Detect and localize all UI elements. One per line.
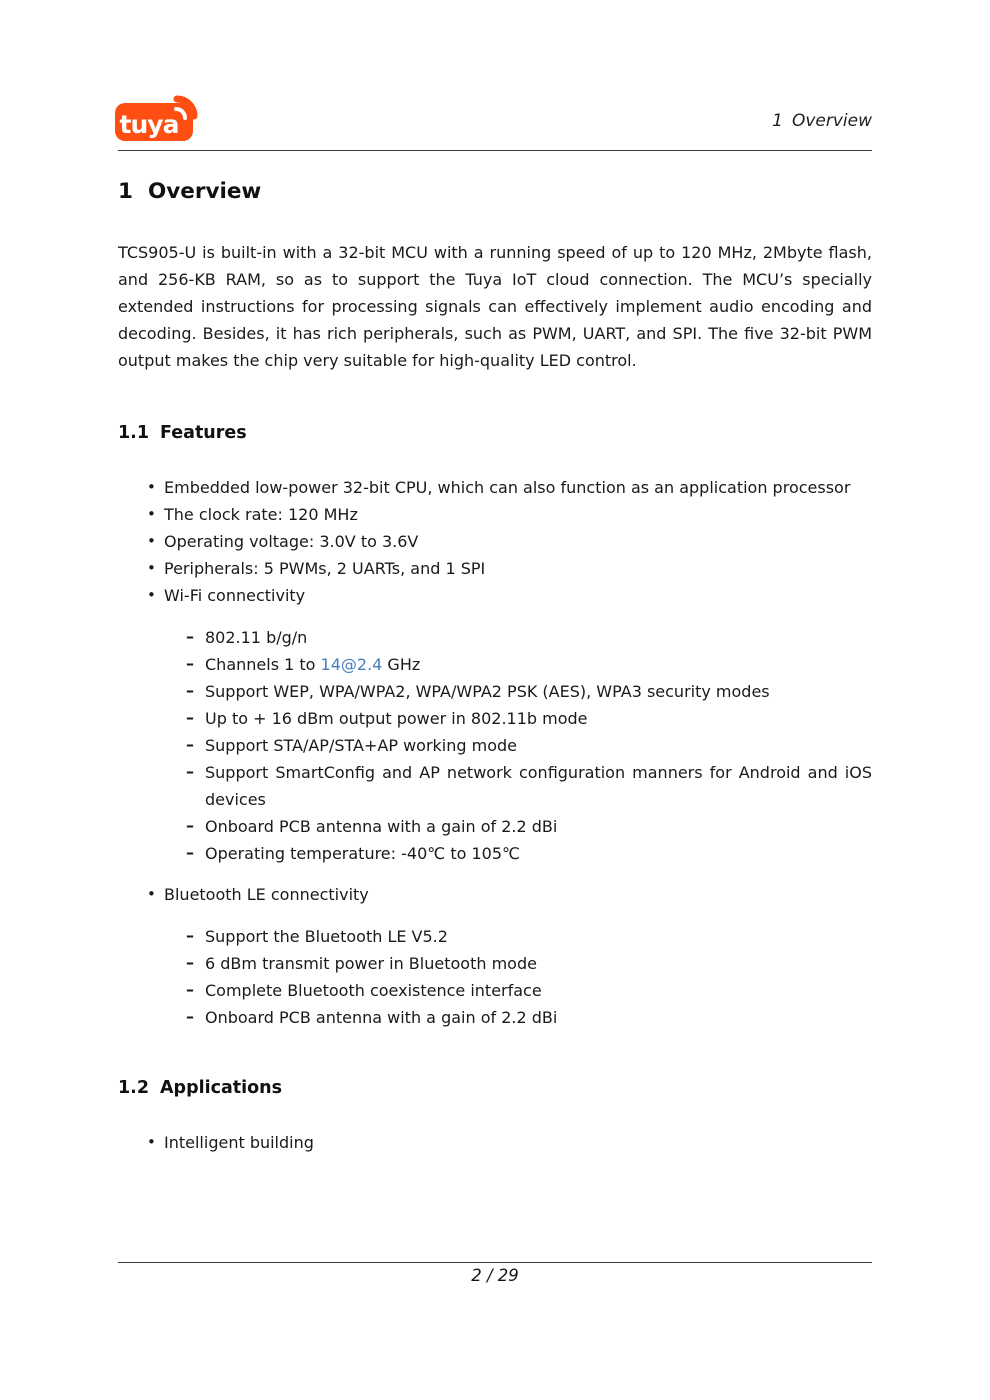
list-item-text: Wi-Fi connectivity [164,586,306,605]
dash-marker: – [186,627,194,646]
document-content [118,151,872,1156]
applications-list [118,1129,872,1156]
section-title: Overview [147,179,262,204]
list-item [118,1129,872,1156]
subsection-number: 1.2 [118,1078,150,1098]
list-item [164,624,872,651]
list-item [164,759,872,813]
list-item-text: Onboard PCB antenna with a gain of 2.2 dBi [205,1008,558,1027]
section-heading-overview [118,178,872,205]
list-item-text: Support WEP, WPA/WPA2, WPA/WPA2 PSK (AES), WPA3 security modes [205,682,770,701]
dash-marker: – [186,1007,194,1026]
list-item [164,705,872,732]
dash-marker: – [186,816,194,835]
tuya-logo [113,93,205,145]
list-item [118,528,872,555]
bullet-marker: • [147,532,156,550]
dash-marker: – [186,762,194,781]
list-item [164,732,872,759]
list-item-text: 6 dBm transmit power in Bluetooth mode [205,954,537,973]
features-list [118,474,872,1031]
list-item-text: Support STA/AP/STA+AP working mode [205,736,517,755]
list-item [118,555,872,582]
running-header-title: Overview [791,111,872,131]
subsection-heading-applications [118,1077,872,1099]
bullet-marker: • [147,478,156,496]
list-item [118,582,872,867]
list-item-text: Embedded low-power 32-bit CPU, which can also function as an application processor [164,478,851,497]
subsection-title: Applications [160,1078,283,1098]
wifi-sublist [164,624,872,867]
list-item [164,1004,872,1031]
list-item-text: Support SmartConfig and AP network configuration manners for Android and iOS devices [205,763,872,809]
bluetooth-sublist [164,923,872,1031]
dash-marker: – [186,681,194,700]
list-item-text: Operating temperature: -40℃ to 105℃ [205,844,520,863]
bullet-marker: • [147,505,156,523]
dash-marker: – [186,708,194,727]
list-item-text: GHz [382,655,421,674]
running-header-number: 1 [772,111,783,131]
list-item [164,651,872,678]
dash-marker: – [186,980,194,999]
list-item-text: Onboard PCB antenna with a gain of 2.2 dBi [205,817,558,836]
list-item-text: 802.11 b/g/n [205,628,308,647]
bullet-marker: • [147,586,156,604]
subsection-number: 1.1 [118,423,150,443]
subsection-heading-features [118,422,872,444]
footer-divider [118,1262,872,1263]
channels-link[interactable]: 14@2.4 [320,655,383,674]
list-item [118,474,872,501]
list-item-text: Up to + 16 dBm output power in 802.11b mode [205,709,588,728]
dash-marker: – [186,654,194,673]
list-item-text: Complete Bluetooth coexistence interface [205,981,542,1000]
list-item-text: Bluetooth LE connectivity [164,885,369,904]
running-header [772,111,872,131]
list-item [164,813,872,840]
list-item-text: Peripherals: 5 PWMs, 2 UARTs, and 1 SPI [164,559,486,578]
page-number: 2 / 29 [471,1266,519,1285]
list-item-text: The clock rate: 120 MHz [164,505,358,524]
list-item [164,923,872,950]
dash-marker: – [186,953,194,972]
list-item [118,501,872,528]
dash-marker: – [186,735,194,754]
list-item [164,950,872,977]
list-item-text: Support the Bluetooth LE V5.2 [205,927,448,946]
bullet-marker: • [147,559,156,577]
bullet-marker: • [147,1133,156,1151]
bullet-marker: • [147,885,156,903]
dash-marker: – [186,926,194,945]
logo-wordmark: tuya [119,110,179,139]
list-item [164,678,872,705]
list-item-text: Intelligent building [164,1133,314,1152]
list-item [164,840,872,867]
list-item-text: Channels 1 to [205,655,321,674]
section-number: 1 [118,179,133,204]
subsection-title: Features [160,423,247,443]
list-item [118,881,872,1031]
list-item [164,977,872,1004]
list-item-text: Operating voltage: 3.0V to 3.6V [164,532,419,551]
dash-marker: – [186,843,194,862]
intro-paragraph: TCS905-U is built-in with a 32-bit MCU with a running speed of up to 120 MHz, 2Mbyte flash, and 256-KB RAM, so as to support the Tuya IoT cloud connection. The MCU’s specially extended instructions for processing signals can effectively implement audio encoding and decoding. Besides, it has rich peripherals, such as PWM, UART, and SPI. The five 32-bit PWM output makes the chip very suitable for high-quality LED control. [118,243,872,370]
